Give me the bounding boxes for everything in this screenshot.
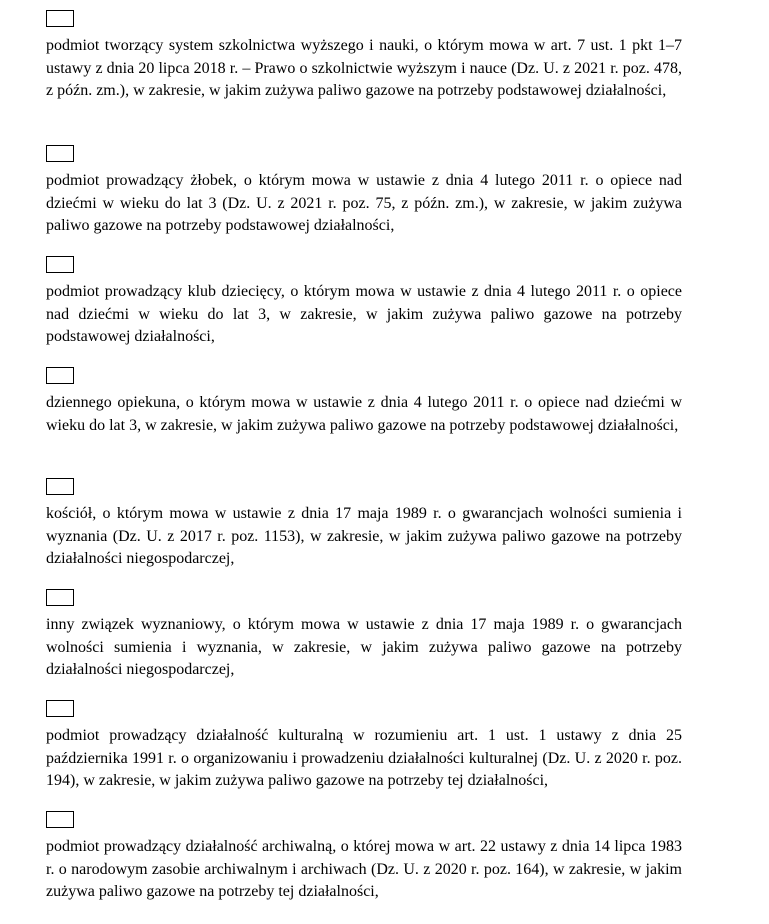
option-label: podmiot prowadzący klub dziecięcy, o którym mowa w ustawie z dnia 4 lutego 2011 r. o opiece nad dziećmi w wieku do lat 3, w zakresie, w jakim zużywa paliwo gazowe na potrzeby podstawowej działalności,: [46, 283, 682, 345]
option-checkbox[interactable]: [46, 811, 74, 828]
option-label: dziennego opiekuna, o którym mowa w ustawie z dnia 4 lutego 2011 r. o opiece nad dziećmi w wieku do lat 3, w zakresie, w jakim zużywa paliwo gazowe na potrzeby podstawowej działalności,: [46, 394, 682, 434]
option-checkbox[interactable]: [46, 478, 74, 495]
option-label: podmiot prowadzący działalność kulturalną w rozumieniu art. 1 ust. 1 ustawy z dnia 25 października 1991 r. o organizowaniu i prowadzeniu działalności kulturalnej (Dz. U. z 2020 r. poz. 194), w zakresie, w jakim zużywa paliwo gazowe na potrzeby tej działalności,: [46, 727, 682, 789]
option-checkbox[interactable]: [46, 589, 74, 606]
list-item: [46, 10, 682, 103]
list-item: [46, 811, 682, 904]
option-label: podmiot prowadzący działalność archiwalną, o której mowa w art. 22 ustawy z dnia 14 lipca 1983 r. o narodowym zasobie archiwalnym i archiwach (Dz. U. z 2020 r. poz. 164), w zakresie, w jakim zużywa paliwo gazowe na potrzeby tej działalności,: [46, 838, 682, 900]
option-label: podmiot prowadzący żłobek, o którym mowa w ustawie z dnia 4 lutego 2011 r. o opiece nad dziećmi w wieku do lat 3 (Dz. U. z 2021 r. poz. 75, z późn. zm.), w zakresie, w jakim zużywa paliwo gazowe na potrzeby podstawowej działalności,: [46, 172, 682, 234]
option-label: podmiot tworzący system szkolnictwa wyższego i nauki, o którym mowa w art. 7 ust. 1 pkt 1–7 ustawy z dnia 20 lipca 2018 r. – Prawo o szkolnictwie wyższym i nauce (Dz. U. z 2021 r. poz. 478, z późn. zm.), w zakresie, w jakim zużywa paliwo gazowe na potrzeby podstawowej działalności,: [46, 37, 682, 99]
option-label: kościół, o którym mowa w ustawie z dnia 17 maja 1989 r. o gwarancjach wolności sumienia i wyznania (Dz. U. z 2017 r. poz. 1153), w zakresie, w jakim zużywa paliwo gazowe na potrzeby działalności niegospodarczej,: [46, 505, 682, 567]
option-checkbox[interactable]: [46, 145, 74, 162]
option-checkbox[interactable]: [46, 367, 74, 384]
list-item: [46, 367, 682, 437]
list-item: [46, 589, 682, 682]
option-checkbox[interactable]: [46, 10, 74, 27]
list-item: [46, 700, 682, 793]
option-checkbox[interactable]: [46, 256, 74, 273]
list-item: [46, 478, 682, 571]
list-item: [46, 145, 682, 238]
option-label: inny związek wyznaniowy, o którym mowa w ustawie z dnia 17 maja 1989 r. o gwarancjach wolności sumienia i wyznania, w zakresie, w jakim zużywa paliwo gazowe na potrzeby działalności niegospodarczej,: [46, 616, 682, 678]
option-checkbox[interactable]: [46, 700, 74, 717]
list-item: [46, 256, 682, 349]
